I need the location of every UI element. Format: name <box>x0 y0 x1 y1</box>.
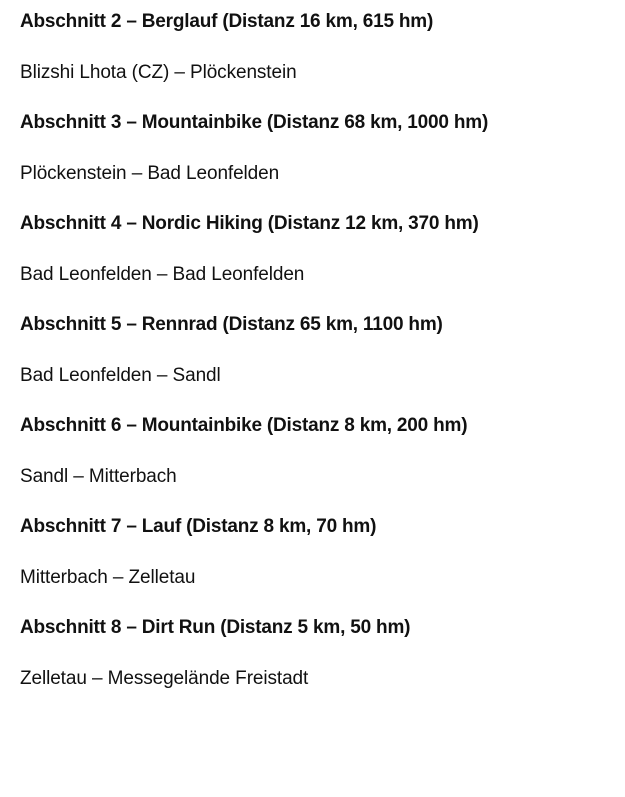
section-heading: Abschnitt 2 – Berglauf (Distanz 16 km, 615 hm) <box>20 11 434 32</box>
section-route: Bad Leonfelden – Sandl <box>20 365 221 386</box>
section-heading: Abschnitt 8 – Dirt Run (Distanz 5 km, 50 hm) <box>20 617 411 638</box>
section-heading: Abschnitt 3 – Mountainbike (Distanz 68 km, 1000 hm) <box>20 112 489 133</box>
section-route: Blizshi Lhota (CZ) – Plöckenstein <box>20 62 297 83</box>
section-route: Zelletau – Messegelände Freistadt <box>20 668 309 689</box>
section-heading: Abschnitt 7 – Lauf (Distanz 8 km, 70 hm) <box>20 516 377 537</box>
section-abschnitt-4 <box>20 208 615 291</box>
section-heading: Abschnitt 4 – Nordic Hiking (Distanz 12 km, 370 hm) <box>20 213 479 234</box>
section-abschnitt-7 <box>20 511 615 594</box>
section-abschnitt-8 <box>20 612 615 695</box>
section-abschnitt-5 <box>20 309 615 392</box>
section-heading: Abschnitt 6 – Mountainbike (Distanz 8 km, 200 hm) <box>20 415 468 436</box>
section-route: Sandl – Mitterbach <box>20 466 177 487</box>
section-route: Mitterbach – Zelletau <box>20 567 196 588</box>
section-abschnitt-2 <box>20 6 615 89</box>
section-abschnitt-3 <box>20 107 615 190</box>
section-heading: Abschnitt 5 – Rennrad (Distanz 65 km, 1100 hm) <box>20 314 443 335</box>
section-abschnitt-6 <box>20 410 615 493</box>
document-body <box>20 6 615 713</box>
section-route: Plöckenstein – Bad Leonfelden <box>20 163 280 184</box>
section-route: Bad Leonfelden – Bad Leonfelden <box>20 264 305 285</box>
